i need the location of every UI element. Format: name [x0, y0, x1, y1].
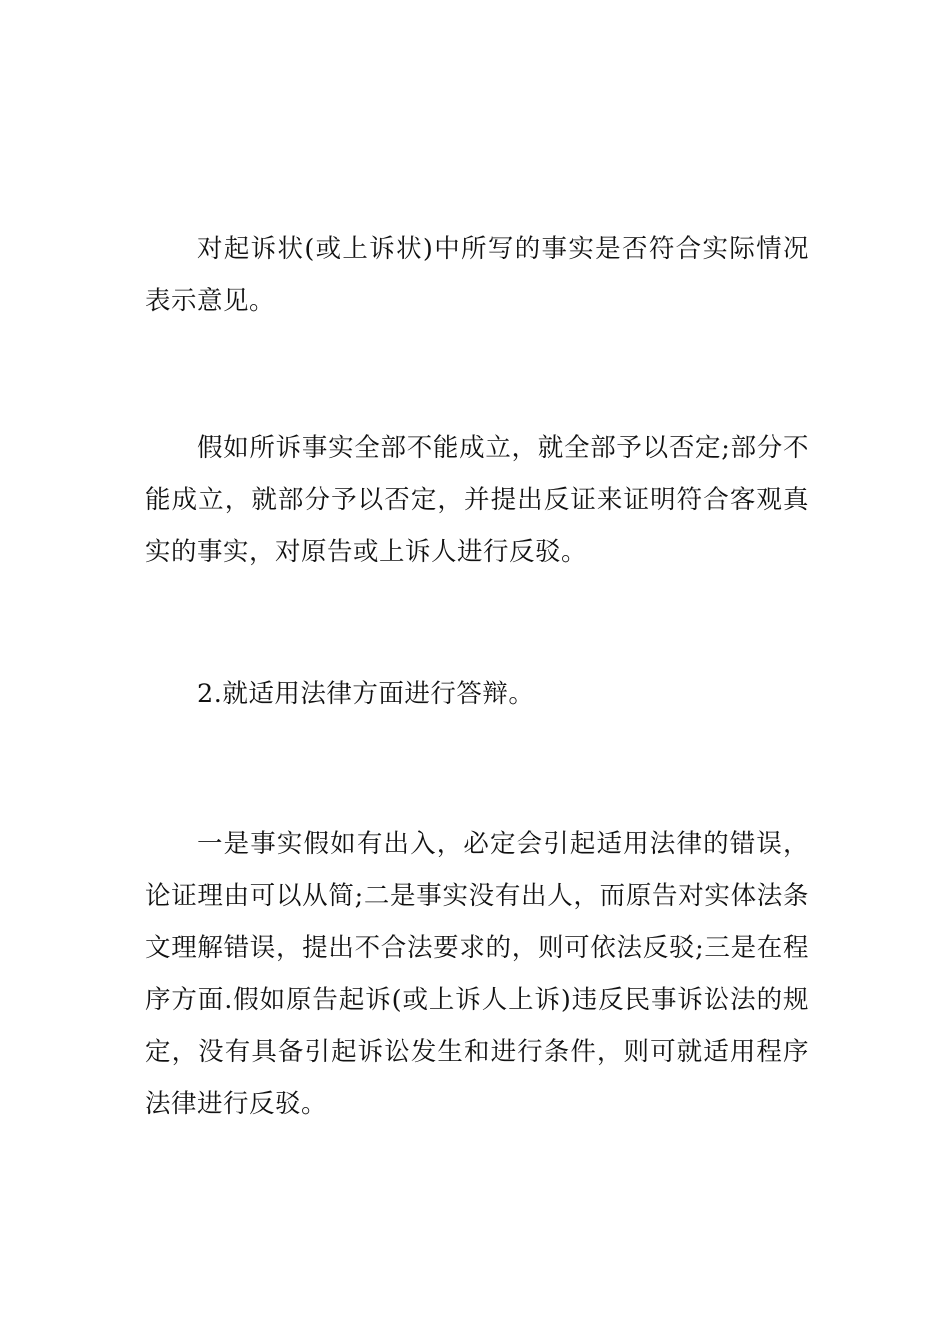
paragraph-rebuttal-facts: 假如所诉事实全部不能成立，就全部予以否定;部分不能成立，就部分予以否定，并提出反证来证明符合客观真实的事实，对原告或上诉人进行反驳。 — [145, 433, 809, 567]
paragraph-facts-opinion: 对起诉状(或上诉状)中所写的事实是否符合实际情况表示意见。 — [145, 234, 809, 316]
section-heading-applicable-law: 2.就适用法律方面进行答辩。 — [197, 679, 535, 709]
paragraph-law-rebuttal: 一是事实假如有出入，必定会引起适用法律的错误，论证理由可以从简;二是事实没有出人，而原告对实体法条文理解错误，提出不合法要求的，则可依法反驳;三是在程序方面.假如原告起诉(或上诉人上诉)违反民事诉讼法的规定，没有具备引起诉讼发生和进行条件，则可就适用程序法律进行反驳。 — [145, 829, 809, 1119]
